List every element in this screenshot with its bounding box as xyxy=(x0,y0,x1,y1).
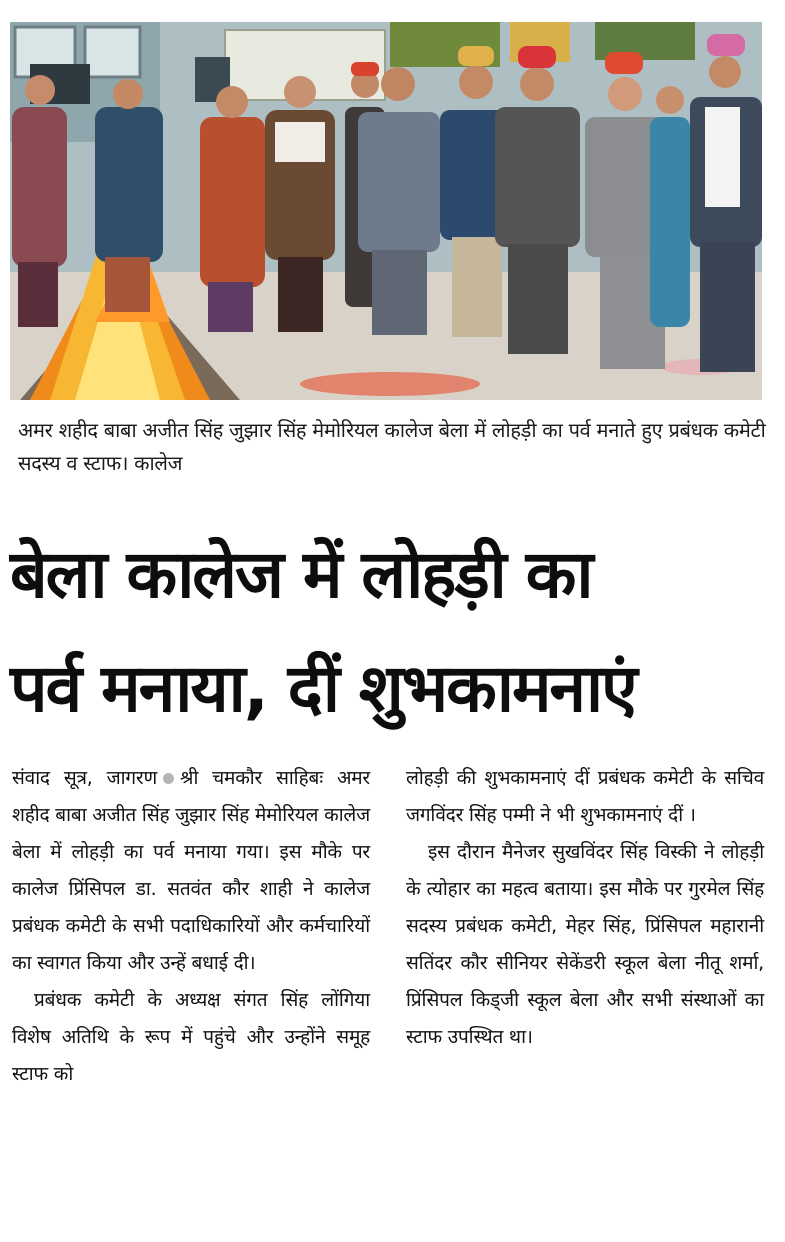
dateline-source: संवाद सूत्र, जागरण xyxy=(12,767,158,789)
dateline-separator-dot xyxy=(163,773,174,784)
article-paragraph-2: प्रबंधक कमेटी के अध्यक्ष संगत सिंह लोंगिया विशेष अतिथि के रूप में पहुंचे और उन्होंने समूह स्टाफ को xyxy=(12,989,370,1085)
photo-caption: अमर शहीद बाबा अजीत सिंह जुझार सिंह मेमोरियल कालेज बेला में लोहड़ी का पर्व मनाते हुए प्रबंधक कमेटी सदस्य व स्टाफ। कालेज xyxy=(18,418,766,475)
article-paragraph-3: लोहड़ी की शुभकामनाएं दीं प्रबंधक कमेटी के सचिव जगविंदर सिंह पम्मी ने भी शुभकामनाएं दीं । xyxy=(406,767,764,826)
headline xyxy=(10,518,780,746)
news-photo xyxy=(10,22,762,400)
headline-line-1: बेला कालेज में लोहड़ी का xyxy=(10,536,592,613)
article-paragraph-1 xyxy=(12,760,370,982)
article-paragraph-4: इस दौरान मैनेजर सुखविंदर सिंह विस्की ने लोहड़ी के त्योहार का महत्व बताया। इस मौके पर गुरमेल सिंह सदस्य प्रबंधक कमेटी, मेहर सिंह, प्रिंसिपल महारानी सतिंदर कौर सीनियर सेकेंडरी स्कूल बेला नीतू शर्मा, प्रिंसिपल किड्जी स्कूल बेला और सभी संस्थाओं का स्टाफ उपस्थित था। xyxy=(406,841,764,1048)
article-paragraph-1-text: श्री चमकौर साहिबः अमर शहीद बाबा अजीत सिंह जुझार सिंह मेमोरियल कालेज बेला में लोहड़ी का पर्व मनाया गया। इस मौके पर कालेज प्रिंसिपल डा. सतवंत कौर शाही ने कालेज प्रबंधक कमेटी के सभी पदाधिकारियों और कर्मचारियों का स्वागत किया और उन्हें बधाई दी। xyxy=(12,767,370,974)
article-column-right xyxy=(406,760,764,1056)
article-column-left xyxy=(12,760,370,1093)
lohri-celebration-photo-illustration xyxy=(10,22,762,400)
headline-line-2: पर्व मनाया, दीं शुभकामनाएं xyxy=(10,650,636,727)
